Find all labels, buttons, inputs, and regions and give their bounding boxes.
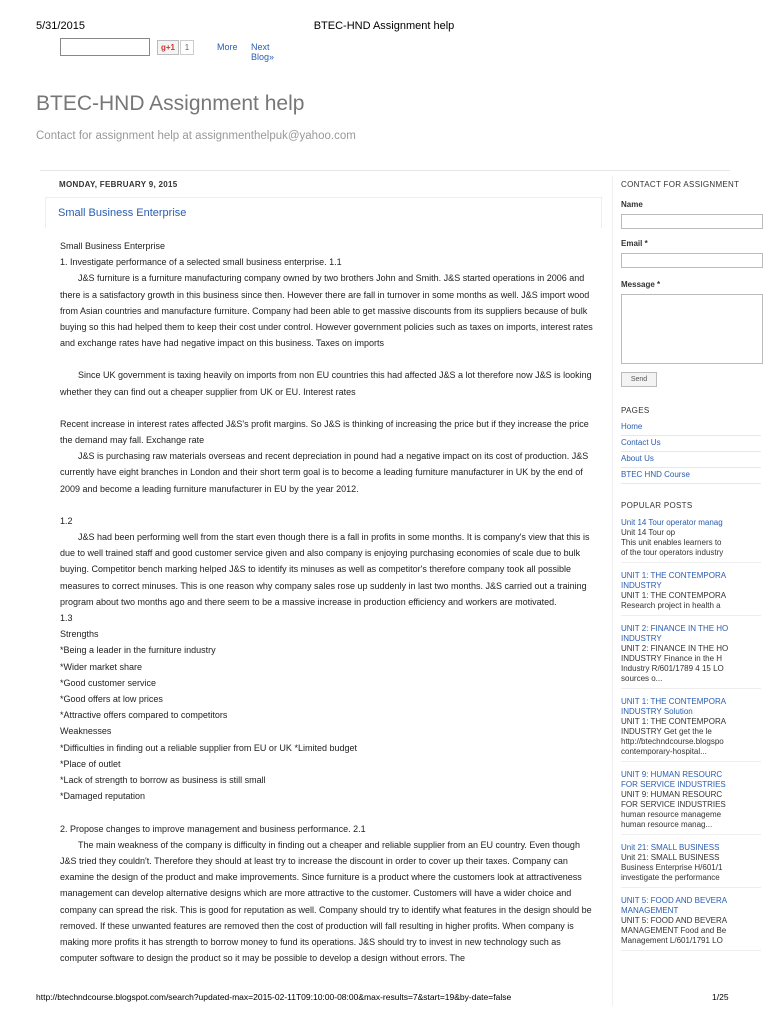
email-label: Email * bbox=[621, 239, 648, 248]
popular-post-snippet: investigate the performance bbox=[621, 873, 720, 882]
paragraph-gap bbox=[60, 400, 596, 416]
popular-post-title-cont[interactable]: INDUSTRY bbox=[621, 581, 662, 590]
post-paragraph: Small Business Enterprise bbox=[60, 241, 166, 251]
print-title: BTEC-HND Assignment help bbox=[313, 20, 455, 32]
blog-description: Contact for assignment help at assignmenthelpuk@yahoo.com bbox=[36, 130, 356, 142]
popular-posts-list bbox=[621, 518, 761, 959]
contact-heading: CONTACT FOR ASSIGNMENT bbox=[621, 180, 740, 189]
post-paragraph: Weaknesses bbox=[60, 726, 112, 737]
paragraph-gap bbox=[60, 497, 596, 513]
popular-post-title[interactable]: Unit 14 Tour operator manag bbox=[621, 518, 723, 527]
pages-list bbox=[621, 420, 761, 484]
print-page-number: 1/25 bbox=[712, 992, 729, 1002]
popular-post-title[interactable]: UNIT 1: THE CONTEMPORA bbox=[621, 697, 727, 706]
name-label: Name bbox=[621, 200, 643, 209]
page-link[interactable]: Contact Us bbox=[621, 436, 761, 452]
popular-post-title-cont[interactable]: INDUSTRY Solution bbox=[621, 707, 693, 716]
popular-post-snippet: UNIT 1: THE CONTEMPORA bbox=[621, 717, 727, 726]
popular-post-snippet: of the tour operators industry bbox=[621, 548, 724, 557]
popular-post-snippet: human resource manageme bbox=[621, 810, 722, 819]
popular-post-snippet: Industry R/601/1789 4 15 LO bbox=[621, 664, 724, 673]
popular-post-item bbox=[621, 896, 761, 951]
post-body bbox=[60, 238, 596, 966]
next-blog-link[interactable]: Next Blog» bbox=[251, 42, 275, 62]
page-link[interactable]: BTEC HND Course bbox=[621, 468, 761, 484]
popular-post-snippet: human resource manag... bbox=[621, 820, 713, 829]
print-date: 5/31/2015 bbox=[36, 20, 85, 32]
popular-post-snippet: Business Enterprise H/601/1 bbox=[621, 863, 723, 872]
pages-heading: PAGES bbox=[621, 406, 650, 415]
post-paragraph: *Place of outlet bbox=[60, 758, 121, 769]
popular-post-snippet: UNIT 5: FOOD AND BEVERA bbox=[621, 916, 728, 925]
post-paragraph: 1.3 bbox=[60, 613, 73, 624]
popular-post-title[interactable]: Unit 21: SMALL BUSINESS bbox=[621, 843, 720, 852]
popular-post-title[interactable]: UNIT 9: HUMAN RESOURC bbox=[621, 770, 723, 779]
post-title[interactable]: Small Business Enterprise bbox=[58, 207, 187, 219]
post-paragraph: Since UK government is taxing heavily on imports from non EU countries this had affected J&S a lot therefore now J&S is looking whether they can find out a cheaper supplier from UK or EU. Interest rates bbox=[60, 370, 592, 397]
message-label: Message * bbox=[621, 280, 661, 289]
post-paragraph: *Lack of strength to borrow as business is still small bbox=[60, 775, 266, 786]
post-paragraph: 1.2 bbox=[60, 515, 73, 526]
post-paragraph: *Difficulties in finding out a reliable supplier from EU or UK *Limited budget bbox=[60, 742, 357, 753]
popular-post-snippet: Management L/601/1791 LO bbox=[621, 936, 723, 945]
popular-post-title-cont[interactable]: FOR SERVICE INDUSTRIES bbox=[621, 780, 726, 789]
post-paragraph: The main weakness of the company is difficulty in finding out a cheaper and reliable supplier from an EU country. Even though J&S tried they couldn't. Therefore they should at least try to increase the discount in order to cover up their taxes. Company can examine the design of the product and make improvements. Since furniture is a product where the customers look at attractiveness management can develop alternative designs which are more attractive to the customer. Customers will have a wider choice and company can spread the risk. This is good for reputation as well. Company should try to identify what features in the design should be removed. If these unwanted features are removed then the cost of production will fall resulting in higher profits. When company is making more profits it has strength to borrow money to fund its operations. J&S should try to invest in new technology such as computer software to design the product so it may be possible to develop a design without errors. The bbox=[60, 839, 592, 964]
post-paragraph: *Damaged reputation bbox=[60, 791, 146, 802]
popular-post-snippet: UNIT 9: HUMAN RESOURC bbox=[621, 790, 723, 799]
popular-post-snippet: UNIT 2: FINANCE IN THE HO bbox=[621, 644, 729, 653]
popular-post-snippet: FOR SERVICE INDUSTRIES bbox=[621, 800, 726, 809]
more-link[interactable]: More bbox=[217, 42, 238, 52]
popular-post-snippet: sources o... bbox=[621, 674, 663, 683]
popular-posts-heading: POPULAR POSTS bbox=[621, 501, 693, 510]
post-paragraph: J&S furniture is a furniture manufacturing company owned by two brothers John and Smith. J&S started operations in 2006 and there is a satisfactory growth in this business since then. However there are fall in turnover in some months as well. J&S import wood from Asian countries and manufacture furniture. Company had been able to get massive discounts from its suppliers because of bulk buying so this had helped them to keep their cost under control. However government policies such as taxes on imports, interest rates and exchange rates have had negative impact on this business. Taxes on imports bbox=[60, 273, 593, 349]
paragraph-gap bbox=[60, 805, 596, 821]
popular-post-title[interactable]: UNIT 1: THE CONTEMPORA bbox=[621, 571, 727, 580]
popular-post-title[interactable]: UNIT 5: FOOD AND BEVERA bbox=[621, 896, 728, 905]
popular-post-snippet: INDUSTRY Get get the le bbox=[621, 727, 712, 736]
navbar-search-input[interactable] bbox=[60, 38, 150, 56]
blog-title[interactable]: BTEC-HND Assignment help bbox=[36, 92, 305, 115]
popular-post-title-cont[interactable]: MANAGEMENT bbox=[621, 906, 679, 915]
email-input[interactable] bbox=[621, 253, 763, 268]
popular-post-title[interactable]: UNIT 2: FINANCE IN THE HO bbox=[621, 624, 729, 633]
page-link[interactable]: About Us bbox=[621, 452, 761, 468]
post-paragraph: 1. Investigate performance of a selected small business enterprise. 1.1 bbox=[60, 257, 342, 268]
popular-post-snippet: Unit 21: SMALL BUSINESS bbox=[621, 853, 720, 862]
print-url: http://btechndcourse.blogspot.com/search?updated-max=2015-02-11T09:10:00-08:00&max-results=7&start=19&by-date=false bbox=[36, 992, 512, 1002]
popular-post-snippet: MANAGEMENT Food and Be bbox=[621, 926, 727, 935]
gplus-count: 1 bbox=[180, 40, 194, 55]
message-textarea[interactable] bbox=[621, 294, 763, 364]
post-paragraph: *Attractive offers compared to competitors bbox=[60, 710, 228, 721]
popular-post-snippet: Unit 14 Tour op bbox=[621, 528, 676, 537]
name-input[interactable] bbox=[621, 214, 763, 229]
post-paragraph: 2. Propose changes to improve management and business performance. 2.1 bbox=[60, 823, 366, 834]
popular-post-item bbox=[621, 697, 761, 762]
popular-post-snippet: Research project in health a bbox=[621, 601, 721, 610]
post-date-header: MONDAY, FEBRUARY 9, 2015 bbox=[59, 180, 178, 189]
popular-post-item bbox=[621, 770, 761, 835]
header-divider bbox=[40, 170, 730, 171]
popular-post-item bbox=[621, 843, 761, 888]
popular-post-snippet: INDUSTRY Finance in the H bbox=[621, 654, 723, 663]
sidebar-divider bbox=[612, 176, 613, 1006]
post-paragraph: Strengths bbox=[60, 629, 99, 640]
popular-post-snippet: UNIT 1: THE CONTEMPORA bbox=[621, 591, 727, 600]
post-paragraph: J&S is purchasing raw materials overseas and recent depreciation in pound had a negative impact on its cost of production. J&S currently have eight branches in London and their short term goal is to become a leading furniture manufacturer in UK by the end of 2009 and become a leading furniture manufacturer in EU by the year 2012. bbox=[60, 451, 589, 494]
paragraph-gap bbox=[60, 351, 596, 367]
gplus-button[interactable]: g+1 bbox=[157, 40, 179, 55]
post-paragraph: *Good customer service bbox=[60, 677, 157, 688]
popular-post-item bbox=[621, 571, 761, 616]
send-button[interactable]: Send bbox=[621, 372, 657, 387]
popular-post-snippet: http://btechndcourse.blogspo bbox=[621, 737, 724, 746]
page-link[interactable]: Home bbox=[621, 420, 761, 436]
post-paragraph: J&S had been performing well from the start even though there is a fall in profits in some months. It is company's view that this is due to well trained staff and good customer service given and also company is enjoying purchasing economies of scale due to bulk buying. Competitor bench marking helped J&S to identify its minuses as well as competitor's therefore company took all possible measures to correct minuses. This is one reason why company sales rose up suddenly in last two months. J&S carried out a training program about two months ago and there seem to be a massive increase in production efficiency and workers are motivated. bbox=[60, 532, 590, 607]
post-paragraph: *Being a leader in the furniture industry bbox=[60, 645, 216, 656]
popular-post-snippet: contemporary-hospital... bbox=[621, 747, 707, 756]
popular-post-item bbox=[621, 624, 761, 689]
post-paragraph: *Wider market share bbox=[60, 661, 143, 672]
popular-post-snippet: This unit enables learners to bbox=[621, 538, 722, 547]
popular-post-item bbox=[621, 518, 761, 563]
post-paragraph: Recent increase in interest rates affected J&S's profit margins. So J&S is thinking of increasing the price but if they increase the price the demand may fall. Exchange rate bbox=[60, 418, 589, 446]
popular-post-title-cont[interactable]: INDUSTRY bbox=[621, 634, 662, 643]
post-paragraph: *Good offers at low prices bbox=[60, 694, 163, 705]
